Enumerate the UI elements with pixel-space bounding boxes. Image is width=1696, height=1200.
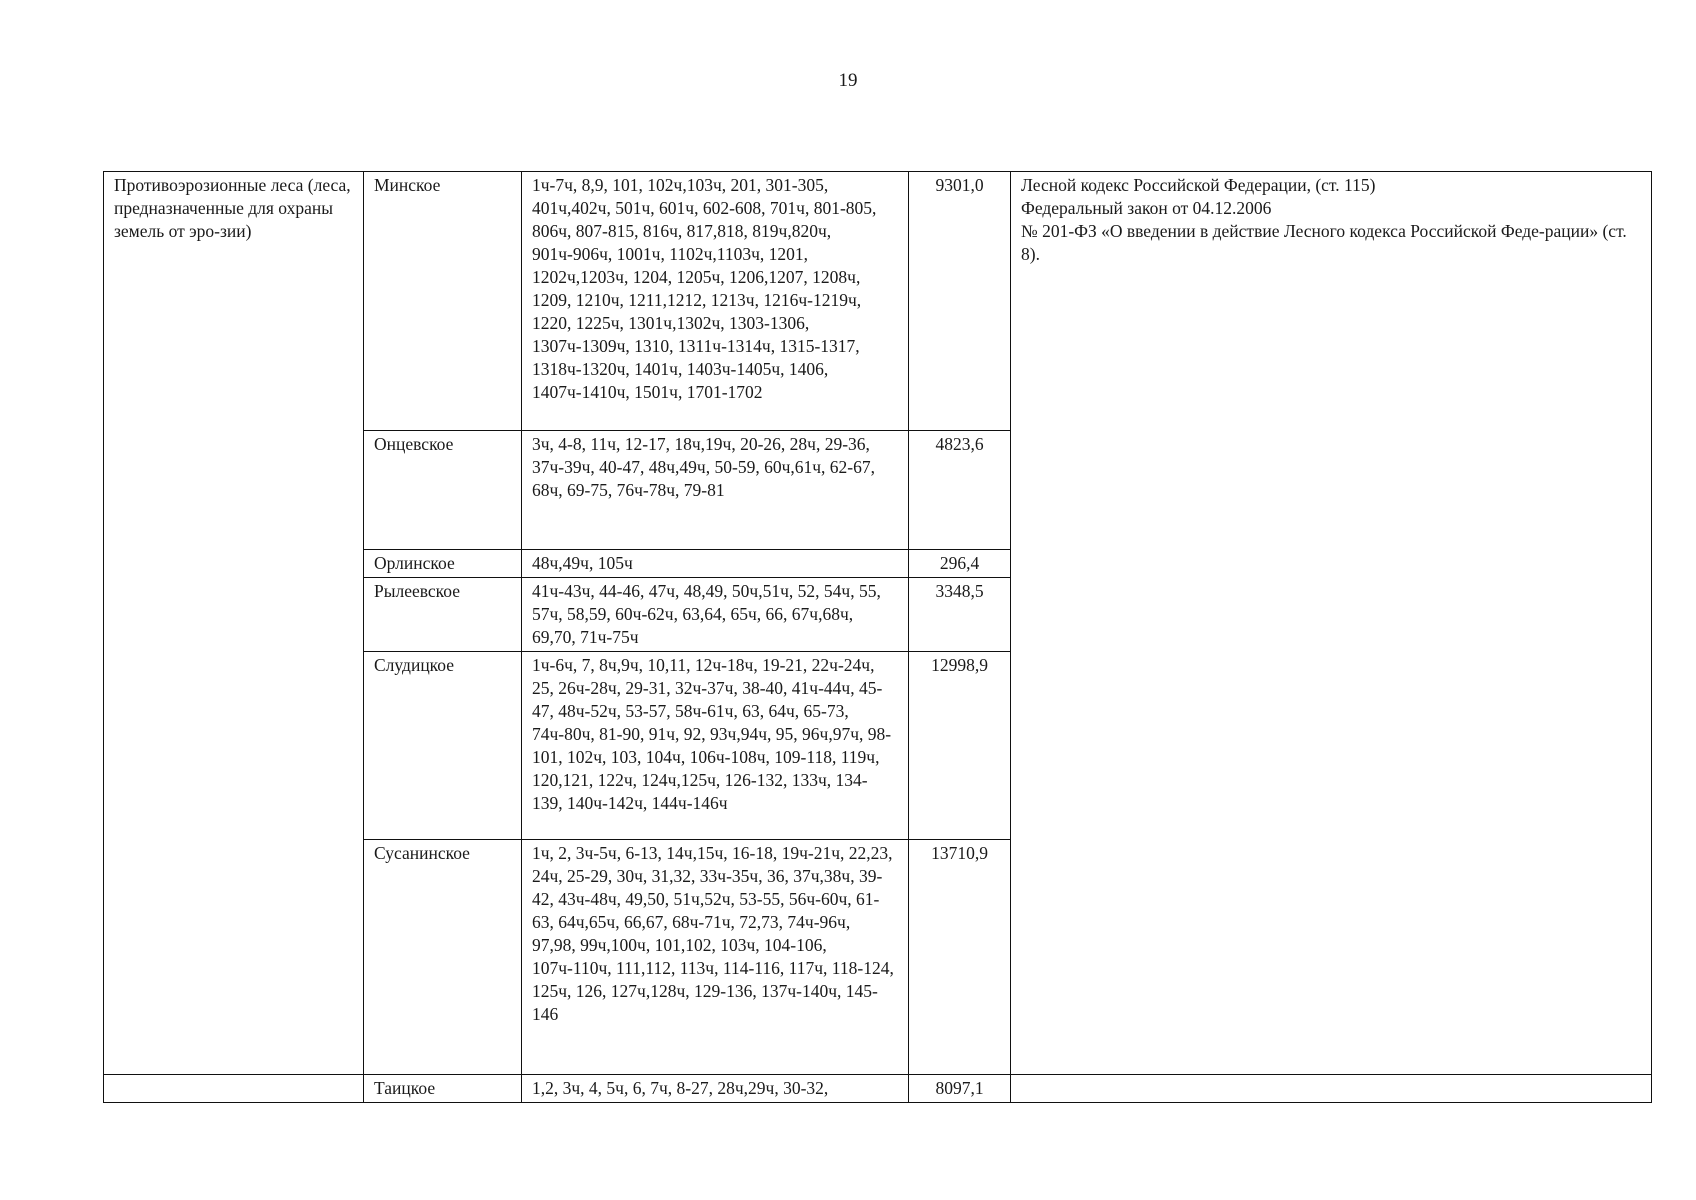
area-value: 8097,1 [909, 1075, 1011, 1103]
page-number: 19 [838, 70, 858, 91]
area-value: 296,4 [909, 550, 1011, 578]
quarters-list: 41ч-43ч, 44-46, 47ч, 48,49, 50ч,51ч, 52, 54ч, 55, 57ч, 58,59, 60ч-62ч, 63,64, 65ч, 66, 67ч,68ч, 69,70, 71ч-75ч [522, 578, 909, 652]
table-row [104, 1075, 1652, 1103]
quarters-list: 3ч, 4-8, 11ч, 12-17, 18ч,19ч, 20-26, 28ч, 29-36, 37ч-39ч, 40-47, 48ч,49ч, 50-59, 60ч,61ч, 62-67, 68ч, 69-75, 76ч-78ч, 79-81 [522, 431, 909, 550]
area-value: 9301,0 [909, 172, 1011, 431]
forestry-name: Слудицкое [364, 652, 522, 840]
quarters-list: 1,2, 3ч, 4, 5ч, 6, 7ч, 8-27, 28ч,29ч, 30-32, [522, 1075, 909, 1103]
forestry-name: Сусанинское [364, 840, 522, 1075]
law-line: Лесной кодекс Российской Федерации, (ст. 115) [1021, 175, 1376, 195]
quarters-list: 1ч-7ч, 8,9, 101, 102ч,103ч, 201, 301-305, 401ч,402ч, 501ч, 601ч, 602-608, 701ч, 801-805, 806ч, 807-815, 816ч, 817,818, 819ч,820ч, 901ч-906ч, 1001ч, 1102ч,1103ч, 1201, 1202ч,1203ч, 1204, 1205ч, 1206,1207, 1208ч, 1209, 1210ч, 1211,1212, 1213ч, 1216ч-1219ч, 1220, 1225ч, 1301ч,1302ч, 1303-1306, 1307ч-1309ч, 1310, 1311ч-1314ч, 1315-1317, 1318ч-1320ч, 1401ч, 1403ч-1405ч, 1406, 1407ч-1410ч, 1501ч, 1701-1702 [522, 172, 909, 431]
forestry-name: Таицкое [364, 1075, 522, 1103]
law-line: № 201-ФЗ «О введении в действие Лесного кодекса Российской Феде-рации» (ст. 8). [1021, 221, 1627, 264]
legal-basis-cell-empty [1011, 1075, 1652, 1103]
category-cell: Противоэрозионные леса (леса, предназначенные для охраны земель от эро-зии) [104, 172, 364, 1075]
table-row [104, 172, 1652, 431]
forest-table [103, 171, 1652, 1103]
forestry-name: Орлинское [364, 550, 522, 578]
quarters-list: 48ч,49ч, 105ч [522, 550, 909, 578]
quarters-list: 1ч, 2, 3ч-5ч, 6-13, 14ч,15ч, 16-18, 19ч-21ч, 22,23, 24ч, 25-29, 30ч, 31,32, 33ч-35ч, 36, 37ч,38ч, 39-42, 43ч-48ч, 49,50, 51ч,52ч, 53-55, 56ч-60ч, 61-63, 64ч,65ч, 66,67, 68ч-71ч, 72,73, 74ч-96ч, 97,98, 99ч,100ч, 101,102, 103ч, 104-106, 107ч-110ч, 111,112, 113ч, 114-116, 117ч, 118-124, 125ч, 126, 127ч,128ч, 129-136, 137ч-140ч, 145-146 [522, 840, 909, 1075]
quarters-list: 1ч-6ч, 7, 8ч,9ч, 10,11, 12ч-18ч, 19-21, 22ч-24ч, 25, 26ч-28ч, 29-31, 32ч-37ч, 38-40, 41ч-44ч, 45-47, 48ч-52ч, 53-57, 58ч-61ч, 63, 64ч, 65-73, 74ч-80ч, 81-90, 91ч, 92, 93ч,94ч, 95, 96ч,97ч, 98-101, 102ч, 103, 104ч, 106ч-108ч, 109-118, 119ч, 120,121, 122ч, 124ч,125ч, 126-132, 133ч, 134-139, 140ч-142ч, 144ч-146ч [522, 652, 909, 840]
law-line: Федеральный закон от 04.12.2006 [1021, 198, 1272, 218]
area-value: 3348,5 [909, 578, 1011, 652]
area-value: 13710,9 [909, 840, 1011, 1075]
area-value: 4823,6 [909, 431, 1011, 550]
forestry-name: Онцевское [364, 431, 522, 550]
area-value: 12998,9 [909, 652, 1011, 840]
forestry-name: Минское [364, 172, 522, 431]
legal-basis-cell [1011, 172, 1652, 1075]
category-cell-empty [104, 1075, 364, 1103]
forestry-name: Рылеевское [364, 578, 522, 652]
